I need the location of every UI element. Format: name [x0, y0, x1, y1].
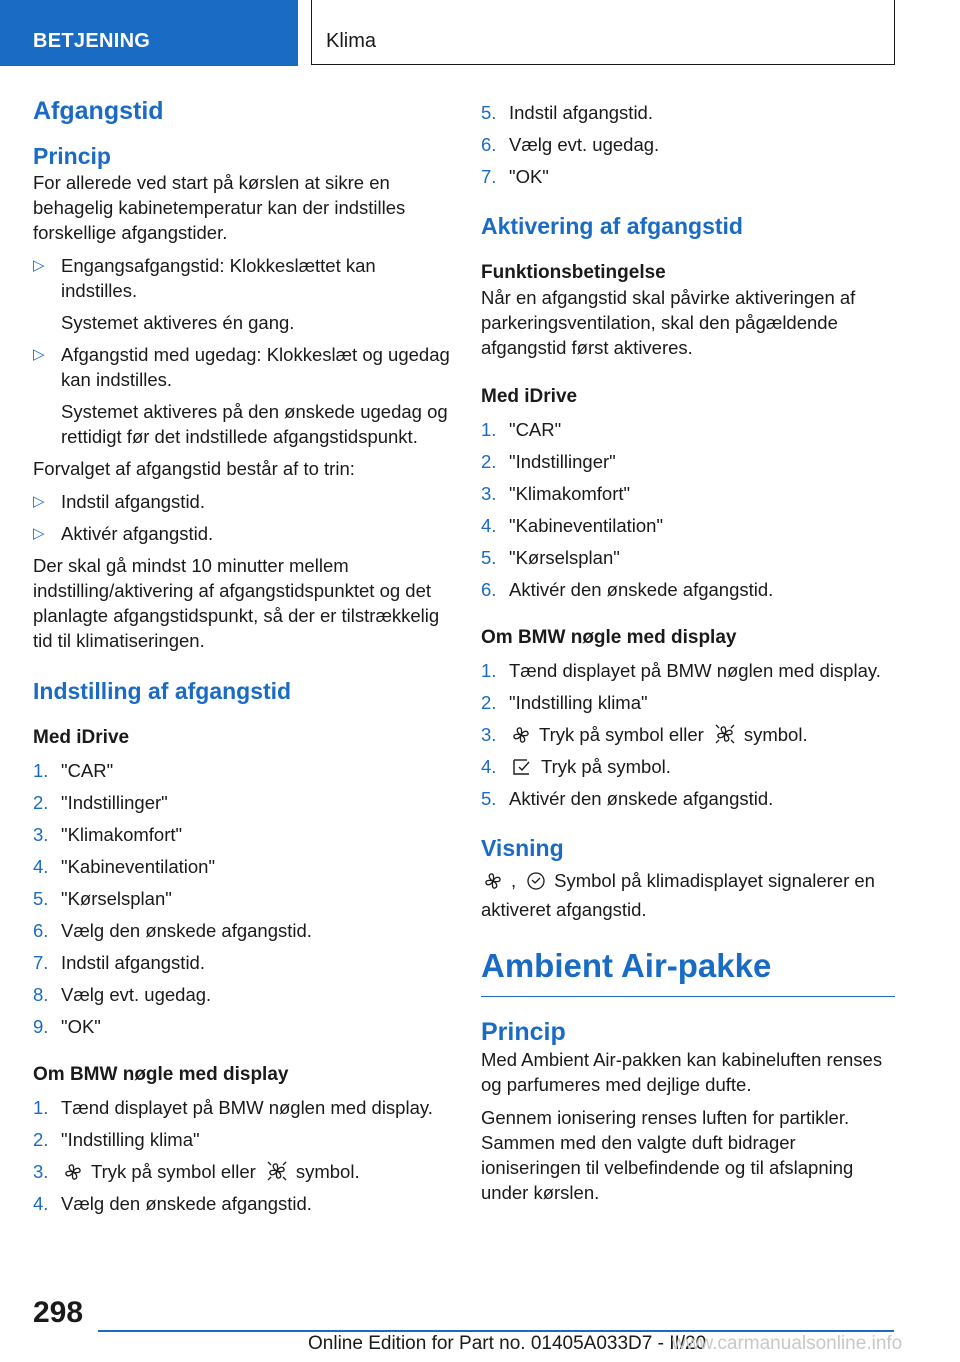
chapter-title: Klima: [326, 30, 377, 52]
list-item: 4. "Kabineventilation": [481, 515, 664, 536]
ambient-text-1: Med Ambient Air-pakken kan kabineluften renses og parfumeres med dejlige dufte.: [481, 1049, 883, 1095]
right-column: [481, 100, 895, 1205]
heading-idrive: Med iDrive: [481, 386, 578, 407]
heading-funktionsbetingelse: Funktionsbetingelse: [481, 262, 666, 283]
list-item: 5. Indstil afgangstid.: [481, 102, 653, 123]
page-header: [0, 0, 960, 66]
fan-icon: [483, 871, 503, 897]
heading-key-display: Om BMW nøgle med display: [33, 1064, 289, 1085]
list-item: 3. "Klimakomfort": [481, 483, 631, 504]
ambient-text-2: Gennem ionisering renses luften for partikler. Sammen med den valgte duft bidrager ioniseringen til velbefindende og til afslapning under kørslen.: [481, 1107, 854, 1203]
heading-visning: Visning: [481, 835, 564, 861]
heading-princip: Princip: [33, 143, 111, 169]
section-title: BETJENING: [33, 30, 151, 52]
list-item: 3. "Klimakomfort": [33, 824, 183, 845]
footer-divider: [98, 1330, 894, 1332]
list-item: 8. Vælg evt. ugedag.: [33, 984, 212, 1005]
chapter-box: [311, 0, 895, 65]
list-item: 6. Aktivér den ønskede afgangstid.: [481, 579, 774, 600]
continued-steps-list: [481, 100, 895, 189]
list-item: 2. "Indstilling klima": [33, 1129, 200, 1150]
list-item: 9. "OK": [33, 1016, 101, 1037]
list-item: 1. "CAR": [33, 760, 114, 781]
list-item: 1. "CAR": [481, 419, 562, 440]
triangle-bullet-icon: ▷: [33, 493, 45, 510]
list-item: 5. Aktivér den ønskede afgangstid.: [481, 788, 774, 809]
funktion-text: Når en afgangstid skal påvirke aktiveringen af parkeringsventilation, skal den pågældende afgangstid først aktiveres.: [481, 287, 856, 358]
two-step-list: [33, 489, 451, 546]
list-item: 5. "Kørselsplan": [481, 547, 620, 568]
idrive-steps-list: [33, 758, 451, 1039]
list-item: 6. Vælg evt. ugedag.: [481, 134, 660, 155]
list-item: 6. Vælg den ønskede afgangstid.: [33, 920, 312, 941]
fan-icon: [511, 725, 531, 751]
heading-key-display: Om BMW nøgle med display: [481, 627, 737, 648]
heading-idrive: Med iDrive: [33, 727, 130, 748]
heading-aktivering: Aktivering af afgangstid: [481, 213, 743, 239]
list-item: 2. "Indstillinger": [481, 451, 616, 472]
list-item: 4. Vælg den ønskede afgangstid.: [33, 1193, 312, 1214]
heading-afgangstid: Afgangstid: [33, 97, 164, 125]
key-steps-list: [481, 658, 895, 811]
visning-text: , Symbol på klimadisplayet signalerer en aktiveret afgangstid.: [481, 870, 875, 920]
list-item: ▷ Aktivér afgangstid.: [33, 523, 214, 544]
list-item: 1. Tænd displayet på BMW nøglen med display.: [481, 660, 881, 681]
triangle-bullet-icon: ▷: [33, 525, 45, 542]
minutter-text: Der skal gå mindst 10 minutter mellem indstilling/aktivering af afgangstidspunktet og det planlagte afgangstidspunkt, så der er tilstrækkelig tid til klimatiseringen.: [33, 555, 440, 651]
fan-icon: [63, 1162, 83, 1188]
section-tab: [0, 0, 298, 66]
ventilation-icon: [266, 1160, 288, 1188]
list-item: 1. Tænd displayet på BMW nøglen med display.: [33, 1097, 433, 1118]
departure-type-list: [33, 253, 451, 449]
key-steps-list: [33, 1095, 451, 1216]
left-column: [33, 96, 451, 1223]
watermark-text: www.carmanualsonline.info: [672, 1333, 903, 1354]
princip-text: For allerede ved start på kørslen at sikre en behagelig kabinetemperatur kan der indstilles forskellige afgangstider.: [33, 172, 406, 243]
edition-text: Online Edition for Part no. 01405A033D7 - II/20: [308, 1333, 707, 1354]
heading-indstilling: Indstilling af afgangstid: [33, 678, 292, 704]
list-item: 2. "Indstillinger": [33, 792, 168, 813]
heading-ambient-air: Ambient Air-pakke: [481, 946, 895, 997]
list-item: ▷ Indstil afgangstid.: [33, 491, 205, 512]
ventilation-icon: [714, 723, 736, 751]
forvalg-text: Forvalget af afgangstid består af to trin:: [33, 458, 355, 479]
list-item: 7. "OK": [481, 166, 549, 187]
list-item: 5. "Kørselsplan": [33, 888, 172, 909]
list-item: ▷ Afgangstid med ugedag: Klokkeslæt og ugedag kan indstilles. Systemet aktiveres på den ønskede ugedag og rettidigt før det indstillede afgangstidspunkt.: [33, 344, 450, 447]
idrive-steps-list: [481, 417, 895, 602]
heading-princip: Princip: [481, 1018, 566, 1046]
list-item: ▷ Engangsafgangstid: Klokkeslættet kan indstilles. Systemet aktiveres én gang.: [33, 255, 376, 333]
confirm-icon: [511, 755, 533, 783]
list-item: 4. "Kabineventilation": [33, 856, 216, 877]
clock-icon: [526, 871, 546, 897]
list-item: 4. Tryk på symbol.: [481, 754, 895, 779]
list-item: 3. Tryk på symbol eller symbol.: [33, 1159, 451, 1184]
page-number: 298: [33, 1296, 84, 1329]
list-item: 2. "Indstilling klima": [481, 692, 648, 713]
triangle-bullet-icon: ▷: [33, 346, 45, 363]
list-item: 7. Indstil afgangstid.: [33, 952, 205, 973]
list-item: 3. Tryk på symbol eller symbol.: [481, 722, 895, 747]
triangle-bullet-icon: ▷: [33, 257, 45, 274]
